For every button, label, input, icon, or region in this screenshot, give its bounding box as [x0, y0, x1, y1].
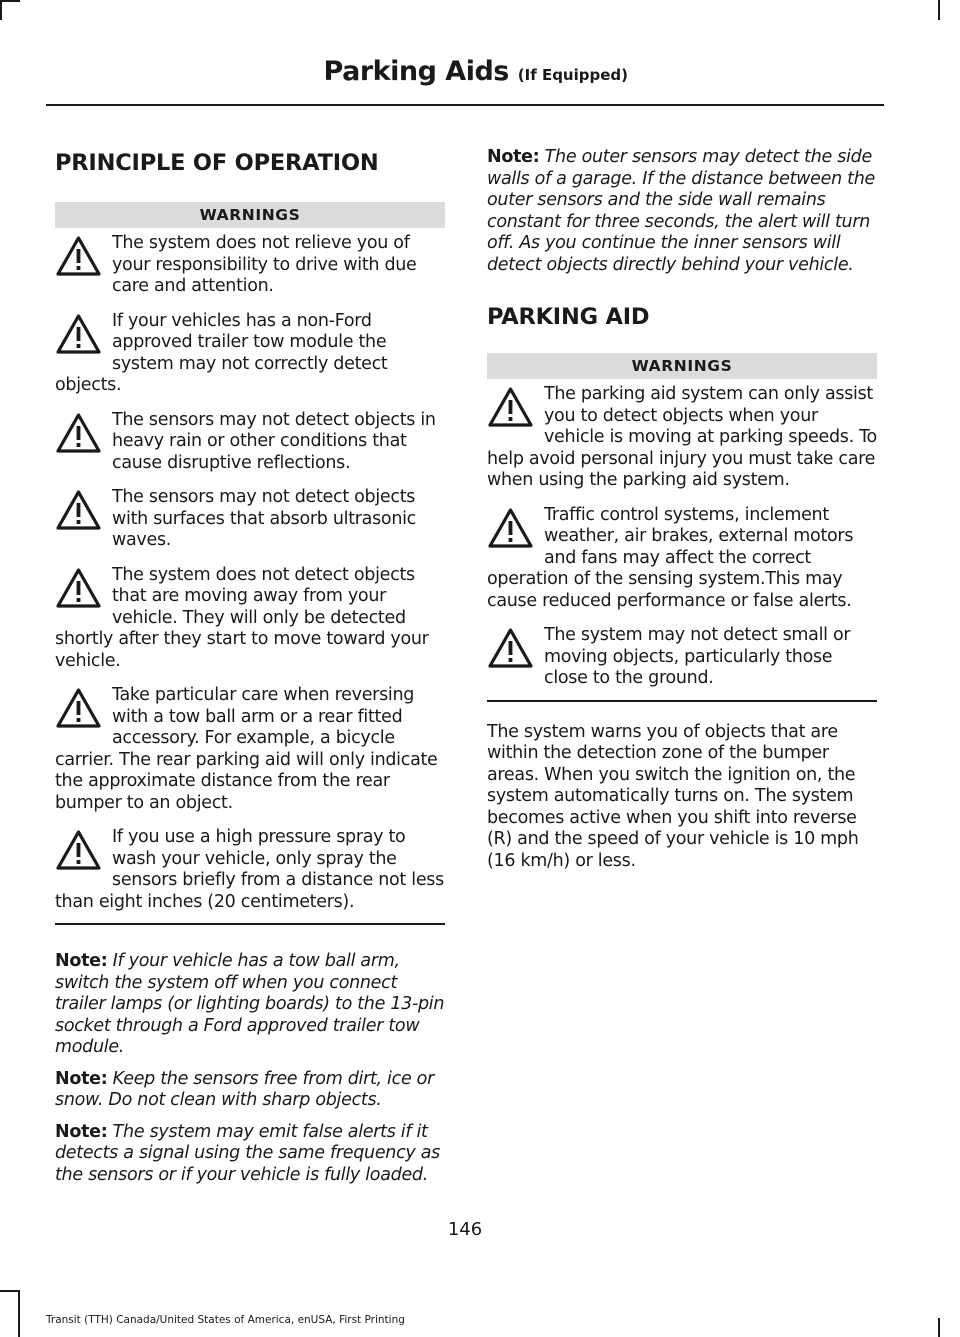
warning-triangle-icon: [55, 234, 102, 278]
section-title: PRINCIPLE OF OPERATION: [55, 150, 379, 176]
warning-triangle-icon: [55, 828, 102, 872]
warnings-list: [55, 228, 445, 923]
warning-triangle-icon: [55, 488, 102, 532]
warning-triangle-icon: [55, 312, 102, 356]
note: Note: Keep the sensors free from dirt, ice or snow. Do not clean with sharp objects.: [55, 1068, 434, 1110]
warning-item: If your vehicles has a non-Ford approved trailer tow module the system may not correctly detect objects.: [55, 310, 388, 395]
header-rule: [46, 104, 884, 106]
page-header-title: Parking Aids (If Equipped): [323, 56, 628, 87]
crop-mark: [0, 0, 20, 2]
page-header-subtitle: (If Equipped): [517, 66, 628, 84]
warnings-heading: WARNINGS: [487, 353, 877, 379]
crop-mark: [938, 0, 940, 20]
warnings-end-rule: [55, 923, 445, 925]
warnings-end-rule: [487, 700, 877, 702]
warning-item: The sensors may not detect objects with surfaces that absorb ultrasonic waves.: [55, 487, 445, 552]
warning-item: The system does not detect objects that are moving away from your vehicle. They will only be detected shortly after they start to move toward your vehicle.: [55, 564, 429, 671]
note: Note: The outer sensors may detect the side walls of a garage. If the distance between the outer sensors and the side wall remains constant for three seconds, the alert will turn off. As you continue the inner sensors will detect objects directly behind your vehicle.: [487, 147, 875, 275]
warning-triangle-icon: [487, 385, 534, 429]
warning-triangle-icon: [55, 686, 102, 730]
crop-mark: [0, 0, 2, 20]
warning-item: The parking aid system can only assist you to detect objects when your vehicle is moving at parking speeds. To help avoid personal injury you must take care when using the parking aid system.: [487, 384, 877, 490]
warnings-list: [487, 379, 877, 700]
crop-mark: [18, 1290, 20, 1337]
body-paragraph: The system warns you of objects that are within the detection zone of the bumper areas. When you switch the ignition on, the system automatically turns on. The system becomes active when you shift into reverse (R) and the speed of your vehicle is 10 mph (16 km/h) or less.: [487, 721, 859, 871]
left-column: [55, 140, 445, 1186]
warning-item: Take particular care when reversing with a tow ball arm or a rear fitted accessory. For example, a bicycle carrier. The rear parking aid will only indicate the approximate distance from the rear bumper to an object.: [55, 685, 438, 813]
warning-item: The sensors may not detect objects in heavy rain or other conditions that cause disruptive reflections.: [55, 410, 445, 475]
warning-item: The system may not detect small or moving objects, particularly those close to the ground.: [487, 625, 877, 690]
warning-triangle-icon: [487, 506, 534, 550]
warning-item: If you use a high pressure spray to wash your vehicle, only spray the sensors briefly from a distance not less than eight inches (20 centimeters).: [55, 827, 444, 912]
page-number: 146: [447, 1219, 483, 1240]
footer-text: Transit (TTH) Canada/United States of America, enUSA, First Printing: [46, 1314, 405, 1326]
warnings-heading: WARNINGS: [55, 202, 445, 228]
warning-triangle-icon: [55, 566, 102, 610]
section-title: PARKING AID: [487, 304, 650, 330]
crop-mark: [0, 1290, 20, 1292]
warning-item: The system does not relieve you of your responsibility to drive with due care and attention.: [55, 233, 445, 298]
right-column: [487, 140, 877, 872]
note: Note: If your vehicle has a tow ball arm, switch the system off when you connect trailer lamps (or lighting boards) to the 13-pin socket through a Ford approved trailer tow module.: [55, 951, 445, 1057]
warning-item: Traffic control systems, inclement weather, air brakes, external motors and fans may affect the correct operation of the sensing system.This may cause reduced performance or false alerts.: [487, 504, 854, 611]
warning-triangle-icon: [55, 411, 102, 455]
warning-triangle-icon: [487, 626, 534, 670]
crop-mark: [938, 1318, 940, 1337]
note: Note: The system may emit false alerts if it detects a signal using the same frequency as the sensors or if your vehicle is fully loaded.: [55, 1121, 440, 1185]
